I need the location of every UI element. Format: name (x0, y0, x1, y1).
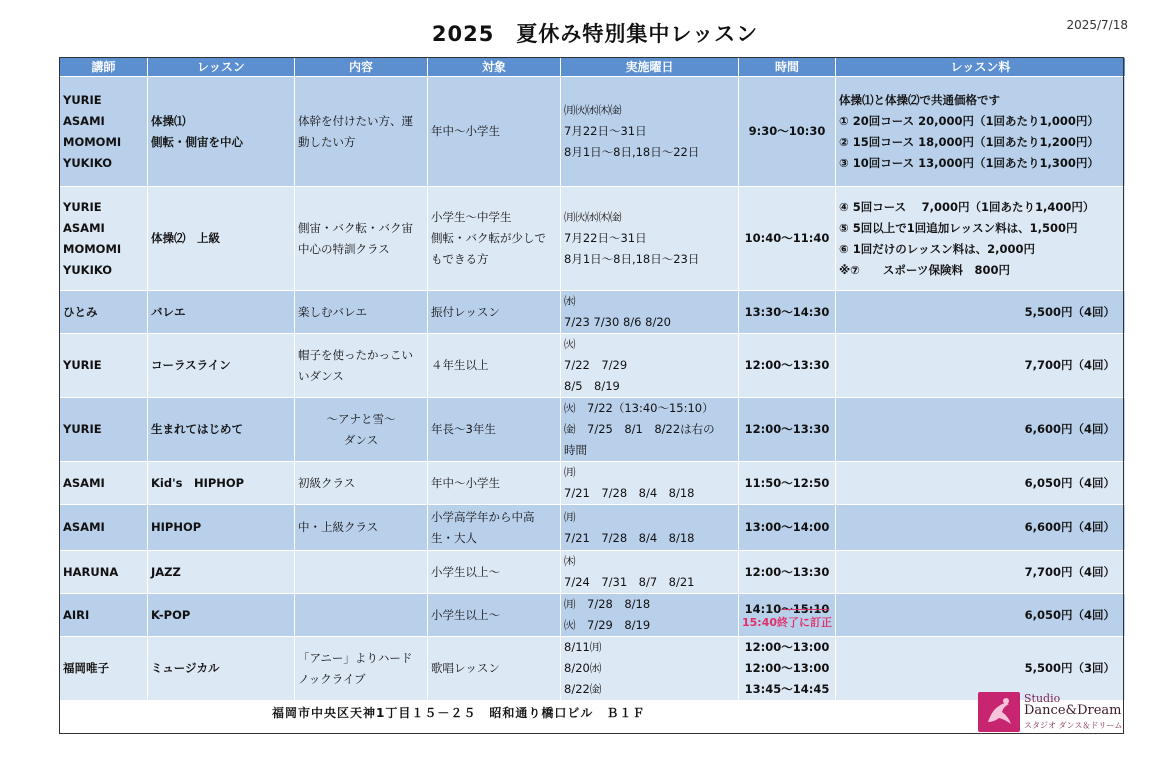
target-cell (428, 398, 561, 462)
teacher-cell (60, 462, 148, 505)
days-cell (561, 398, 739, 462)
time-cell (739, 398, 836, 462)
cell-line: ダンス (343, 432, 379, 447)
teacher-cell (60, 551, 148, 594)
cell-line: 動したい方 (298, 134, 356, 149)
days-cell (561, 462, 739, 505)
cell-line: ㈪ 7/28 8/18 (564, 597, 651, 611)
cell-line: ASAMI (63, 220, 105, 235)
content-cell (295, 291, 428, 334)
target-cell (428, 334, 561, 398)
fee-cell (836, 637, 1126, 701)
cell-line: ① 20回コース 20,000円（1回あたり1,000円） (839, 113, 1099, 128)
cell-line: 小学生以上～ (431, 564, 500, 579)
content-cell (295, 187, 428, 291)
cell-line: 8月1日～8日,18日～22日 (564, 145, 700, 159)
cell-line: 小学高学年から中高 (431, 509, 535, 524)
cell-line: YURIE (63, 422, 102, 436)
cell-line: 12:00～13:30 (744, 422, 830, 436)
cell-line: 「アニー」よりハード (298, 650, 413, 665)
cell-line: 側宙・バク転・バク宙 (298, 220, 413, 235)
cell-line: ⑥ 1回だけのレッスン料は、2,000円 (839, 241, 1036, 256)
cell-line: 側転・側宙を中心 (151, 134, 243, 149)
time-cell (739, 462, 836, 505)
cell-line: ㈪㈫㈬㈭㈮ (564, 210, 622, 224)
cell-line: 中心の特訓クラス (298, 241, 390, 256)
cell-line: 7/22 7/29 (564, 358, 628, 372)
cell-line: 7/23 7/30 8/6 8/20 (564, 315, 671, 329)
lesson-cell (148, 291, 295, 334)
cell-line: 11:50～12:50 (744, 475, 830, 490)
cell-line: 5,500円（3回） (1024, 661, 1115, 675)
cell-line: 年中～小学生 (431, 475, 500, 490)
cell-line: ㈫ 7/29 8/19 (564, 618, 651, 632)
content-cell (295, 398, 428, 462)
cell-line: ㈫ (564, 337, 576, 351)
table-row (60, 77, 1126, 187)
cell-line: 7/21 7/28 8/4 8/18 (564, 486, 695, 500)
cell-line: 8/11㈪ (564, 640, 602, 654)
time-cell (739, 594, 836, 637)
cell-line (742, 602, 832, 617)
time-correction-note: 15:40終了に訂正 (742, 615, 833, 629)
cell-line: 小学生以上～ (431, 607, 500, 622)
cell-line: 楽しむバレエ (298, 304, 367, 319)
cell-line: 7月22日～31日 (564, 231, 647, 245)
cell-line: ASAMI (63, 475, 105, 490)
cell-line: 8/5 8/19 (564, 379, 620, 393)
cell-line: 中・上級クラス (298, 520, 379, 534)
logo-name-text: Dance&Dream (1024, 703, 1122, 718)
time-cell (739, 505, 836, 551)
cell-line: ノックライブ (298, 671, 366, 686)
studio-logo (978, 692, 1124, 732)
target-cell (428, 77, 561, 187)
content-cell (295, 77, 428, 187)
header-cell: レッスン (148, 58, 295, 77)
teacher-cell (60, 77, 148, 187)
days-cell (561, 594, 739, 637)
header-cell: 内容 (295, 58, 428, 77)
cell-line: 5,500円（4回） (1024, 304, 1115, 319)
table-row (60, 291, 1126, 334)
studio-address: 福岡市中央区天神1丁目１５－２５ 昭和通り橋口ビル Ｂ１Ｆ (272, 706, 646, 720)
cell-line: 12:00～13:30 (744, 564, 830, 579)
cell-line: もできる方 (431, 252, 489, 266)
content-cell (295, 594, 428, 637)
cell-line: ③ 10回コース 13,000円（1回あたり1,300円） (839, 155, 1099, 170)
teacher-cell (60, 594, 148, 637)
cell-line: ASAMI (63, 520, 105, 534)
cell-line: ４年生以上 (431, 358, 489, 372)
target-cell (428, 594, 561, 637)
cell-line: 7/24 7/31 8/7 8/21 (564, 575, 695, 589)
days-cell (561, 187, 739, 291)
cell-line: HARUNA (63, 564, 119, 579)
header-row (60, 58, 1126, 77)
days-cell (561, 637, 739, 701)
cell-line: HIPHOP (151, 520, 202, 534)
cell-line: 13:45～14:45 (744, 682, 830, 696)
logo-sub-text: スタジオ ダンス＆ドリーム (1024, 721, 1123, 730)
cell-line: 振付レッスン (431, 304, 500, 319)
cell-line: JAZZ (151, 564, 181, 579)
schedule-table (59, 57, 1126, 742)
cell-line: ⑤ 5回以上で1回追加レッスン料は、1,500円 (839, 220, 1078, 235)
cell-line: ※⑦ スポーツ保険料 800円 (839, 262, 1010, 277)
cell-line: 6,050円（4回） (1024, 475, 1115, 490)
cell-line: ㈫ 7/22（13:40～15:10） (564, 401, 714, 415)
cell-line: ～アナと雪～ (326, 411, 396, 426)
cell-line: ㈮ 7/25 8/1 8/22は右の (564, 422, 715, 436)
cell-line: ASAMI (63, 113, 105, 128)
cell-line: ㈪ (564, 509, 576, 524)
cell-line: ひとみ (63, 304, 98, 319)
cell-line: 年中～小学生 (431, 124, 500, 138)
cell-line: 側転・バク転が少しで (431, 231, 546, 245)
teacher-cell (60, 637, 148, 701)
lesson-cell (148, 187, 295, 291)
header-cell: レッスン料 (836, 58, 1126, 77)
lesson-cell (148, 637, 295, 701)
cell-line: 8/20㈬ (564, 661, 602, 675)
cell-line: YURIE (63, 358, 102, 372)
cell-line: 12:00～13:00 (744, 661, 830, 675)
fee-cell (836, 291, 1126, 334)
lesson-cell (148, 594, 295, 637)
lesson-cell (148, 551, 295, 594)
time-cell (739, 187, 836, 291)
time-cell (739, 77, 836, 187)
content-cell (295, 551, 428, 594)
document-date: 2025/7/18 (1066, 18, 1128, 32)
teacher-cell (60, 398, 148, 462)
cell-line: 7月22日～31日 (564, 124, 647, 138)
teacher-cell (60, 505, 148, 551)
fee-cell (836, 187, 1126, 291)
content-cell (295, 505, 428, 551)
header-cell: 時間 (739, 58, 836, 77)
cell-line: YURIE (63, 92, 102, 107)
fee-cell (836, 462, 1126, 505)
lesson-cell (148, 77, 295, 187)
teacher-cell (60, 291, 148, 334)
cell-line: 生・大人 (431, 530, 477, 545)
dancer-logo-icon (978, 692, 1020, 732)
lesson-cell (148, 462, 295, 505)
page-title: 2025 夏休み特別集中レッスン (431, 22, 759, 46)
lesson-cell (148, 505, 295, 551)
content-cell (295, 637, 428, 701)
cell-line: 帽子を使ったかっこい (298, 347, 413, 362)
header-cell: 講師 (60, 58, 148, 77)
cell-line: ミュージカル (151, 661, 220, 675)
time-cell (739, 551, 836, 594)
cell-line: ④ 5回コース 7,000円（1回あたり1,400円） (839, 199, 1095, 214)
fee-cell (836, 334, 1126, 398)
cell-line: 小学生～中学生 (431, 210, 512, 224)
cell-line: 7,700円（4回） (1024, 564, 1115, 579)
cell-line: AIRI (63, 607, 90, 622)
cell-line: 7/21 7/28 8/4 8/18 (564, 530, 695, 545)
cell-line: 生まれてはじめて (151, 422, 243, 436)
cell-line: 時間 (564, 443, 587, 457)
table-row (60, 594, 1126, 637)
cell-line: 6,600円（4回） (1024, 520, 1115, 534)
fee-cell (836, 594, 1126, 637)
target-cell (428, 551, 561, 594)
time-cell (739, 637, 836, 701)
teacher-cell (60, 334, 148, 398)
table-row (60, 462, 1126, 505)
target-cell (428, 291, 561, 334)
time-cell (739, 334, 836, 398)
logo-studio-text: Studio (1024, 692, 1061, 705)
cell-line: 6,050円（4回） (1024, 607, 1115, 622)
table-row (60, 505, 1126, 551)
cell-line: YUKIKO (63, 262, 113, 277)
table-row (60, 334, 1126, 398)
time-value: 14:10 (744, 601, 782, 616)
cell-line: バレエ (151, 304, 186, 319)
cell-line: ㈪㈫㈬㈭㈮ (564, 103, 622, 117)
cell-line: Kid's HIPHOP (151, 475, 245, 490)
target-cell (428, 462, 561, 505)
header-cell: 実施曜日 (561, 58, 739, 77)
struck-time-text: ～15:10 (781, 601, 830, 616)
table-row (60, 398, 1126, 462)
table-row (60, 551, 1126, 594)
fee-cell (836, 505, 1126, 551)
cell-line: 体操⑵ 上級 (151, 231, 220, 245)
table-row (60, 637, 1126, 701)
cell-line: 年長～3年生 (431, 422, 496, 436)
cell-line: ㈪ (564, 465, 576, 479)
cell-line: 体操⑴ (151, 113, 186, 128)
fee-cell (836, 551, 1126, 594)
cell-line: 福岡唯子 (63, 661, 109, 675)
content-cell (295, 462, 428, 505)
cell-line: いダンス (298, 368, 344, 383)
cell-line: 12:00～13:30 (744, 358, 830, 372)
days-cell (561, 77, 739, 187)
cell-line: 体操⑴と体操⑵で共通価格です (839, 92, 1000, 107)
cell-line: 10:40～11:40 (744, 231, 830, 245)
table-row (60, 187, 1126, 291)
cell-line: 13:00～14:00 (744, 520, 830, 534)
header-cell: 対象 (428, 58, 561, 77)
teacher-cell (60, 187, 148, 291)
cell-line: YUKIKO (63, 155, 113, 170)
fee-cell (836, 77, 1126, 187)
cell-line: 初級クラス (298, 475, 356, 490)
cell-line: ㈭ (564, 554, 576, 568)
time-cell (739, 291, 836, 334)
cell-line: 体幹を付けたい方、運 (298, 113, 413, 128)
target-cell (428, 187, 561, 291)
cell-line: 9:30～10:30 (748, 124, 826, 138)
days-cell (561, 551, 739, 594)
cell-line: 7,700円（4回） (1024, 358, 1115, 372)
fee-cell (836, 398, 1126, 462)
cell-line: MOMOMI (63, 241, 122, 256)
cell-line: ② 15回コース 18,000円（1回あたり1,200円） (839, 134, 1099, 149)
cell-line: 歌唱レッスン (431, 661, 500, 675)
cell-line: 13:30～14:30 (744, 304, 830, 319)
cell-line: 8/22㈮ (564, 682, 602, 696)
cell-line: 8月1日～8日,18日～23日 (564, 252, 700, 266)
cell-line: コーラスライン (151, 358, 231, 372)
cell-line: 6,600円（4回） (1024, 422, 1115, 436)
lesson-cell (148, 334, 295, 398)
cell-line: MOMOMI (63, 134, 122, 149)
days-cell (561, 334, 739, 398)
lesson-cell (148, 398, 295, 462)
days-cell (561, 291, 739, 334)
days-cell (561, 505, 739, 551)
cell-line: YURIE (63, 199, 102, 214)
target-cell (428, 505, 561, 551)
content-cell (295, 334, 428, 398)
target-cell (428, 637, 561, 701)
cell-line: K-POP (151, 607, 191, 622)
cell-line: ㈬ (564, 294, 576, 308)
cell-line: 12:00～13:00 (744, 640, 830, 654)
